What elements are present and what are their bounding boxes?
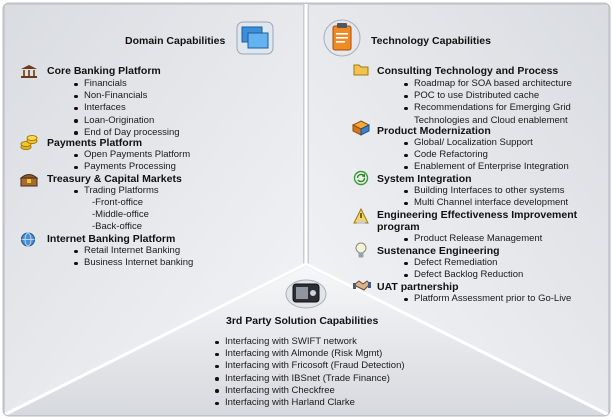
coins-icon	[20, 135, 38, 151]
list-item: Interfacing with Harland Clarke	[215, 397, 405, 409]
treasury-list	[74, 185, 159, 197]
uat-list	[404, 293, 571, 305]
list-item: Defect Backlog Reduction	[404, 269, 523, 281]
list-item: Trading Platforms	[74, 185, 159, 197]
treasure-chest-icon	[19, 171, 39, 187]
internet-banking-list	[74, 245, 193, 269]
list-item: Interfaces	[74, 102, 180, 114]
list-item: Non-Financials	[74, 90, 180, 102]
handshake-icon	[353, 278, 371, 292]
section-heading: System Integration	[377, 173, 472, 185]
list-item: Loan-Origination	[74, 115, 180, 127]
integration-list	[404, 185, 568, 209]
list-item: Roadmap for SOA based architecture	[404, 78, 599, 90]
section-heading: Engineering Effectiveness Improvement program	[377, 209, 578, 233]
cube-icon	[352, 120, 370, 136]
modernization-list	[404, 137, 569, 174]
third-party-capabilities-title: 3rd Party Solution Capabilities	[226, 315, 379, 327]
clipboard-icon	[322, 17, 362, 59]
list-item: Product Release Management	[404, 233, 542, 245]
section-heading: UAT partnership	[377, 281, 459, 293]
technology-capabilities-title: Technology Capabilities	[371, 35, 491, 47]
third-party-list	[215, 336, 405, 409]
section-heading: Sustenance Engineering	[377, 245, 500, 257]
list-item: Interfacing with Checkfree	[215, 385, 405, 397]
consulting-list	[404, 78, 599, 127]
list-item: Recommendations for Emerging Grid Technologies and Cloud enablement	[404, 102, 599, 126]
globe-icon	[20, 232, 37, 247]
list-item: Building Interfaces to other systems	[404, 185, 568, 197]
bank-icon	[20, 64, 38, 79]
list-item: Payments Processing	[74, 161, 190, 173]
sub-item: -Back-office	[92, 221, 142, 233]
lightbulb-icon	[355, 242, 367, 259]
sub-item: -Front-office	[92, 197, 144, 208]
list-item: POC to use Distributed cache	[404, 90, 599, 102]
construction-icon	[353, 208, 369, 225]
list-item: Interfacing with Almonde (Risk Mgmt)	[215, 348, 405, 360]
folder-icon	[353, 63, 369, 76]
section-heading: Payments Platform	[47, 137, 143, 149]
list-item: End of Day processing	[74, 127, 180, 139]
list-item: Multi Channel interface development	[404, 197, 568, 209]
windows-icon	[235, 18, 277, 58]
trading-sublist	[92, 197, 149, 234]
engineering-list	[404, 233, 542, 245]
list-item: Interfacing with SWIFT network	[215, 336, 405, 348]
section-heading: Treasury & Capital Markets	[47, 173, 182, 185]
domain-capabilities-title: Domain Capabilities	[125, 35, 226, 47]
list-item: Code Refactoring	[404, 149, 569, 161]
dvd-icon	[284, 276, 328, 310]
list-item: Open Payments Platform	[74, 149, 190, 161]
list-item: Business Internet banking	[74, 257, 193, 269]
section-heading: Internet Banking Platform	[47, 233, 176, 245]
list-item: Enablement of Enterprise Integration	[404, 161, 569, 173]
section-heading: Product Modernization	[377, 125, 491, 137]
list-item: Defect Remediation	[404, 257, 523, 269]
section-heading: Core Banking Platform	[47, 65, 161, 77]
list-item: Financials	[74, 78, 180, 90]
list-item: Interfacing with Fricosoft (Fraud Detection)	[215, 360, 405, 372]
core-banking-list	[74, 78, 180, 139]
list-item: Global/ Localization Support	[404, 137, 569, 149]
payments-list	[74, 149, 190, 173]
sync-icon	[353, 170, 369, 186]
list-item: Interfacing with IBSnet (Trade Finance)	[215, 373, 405, 385]
section-heading: Consulting Technology and Process	[377, 65, 559, 77]
sustenance-list	[404, 257, 523, 281]
list-item: Retail Internet Banking	[74, 245, 193, 257]
sub-item: -Middle-office	[92, 209, 149, 221]
list-item: Platform Assessment prior to Go-Live	[404, 293, 571, 305]
